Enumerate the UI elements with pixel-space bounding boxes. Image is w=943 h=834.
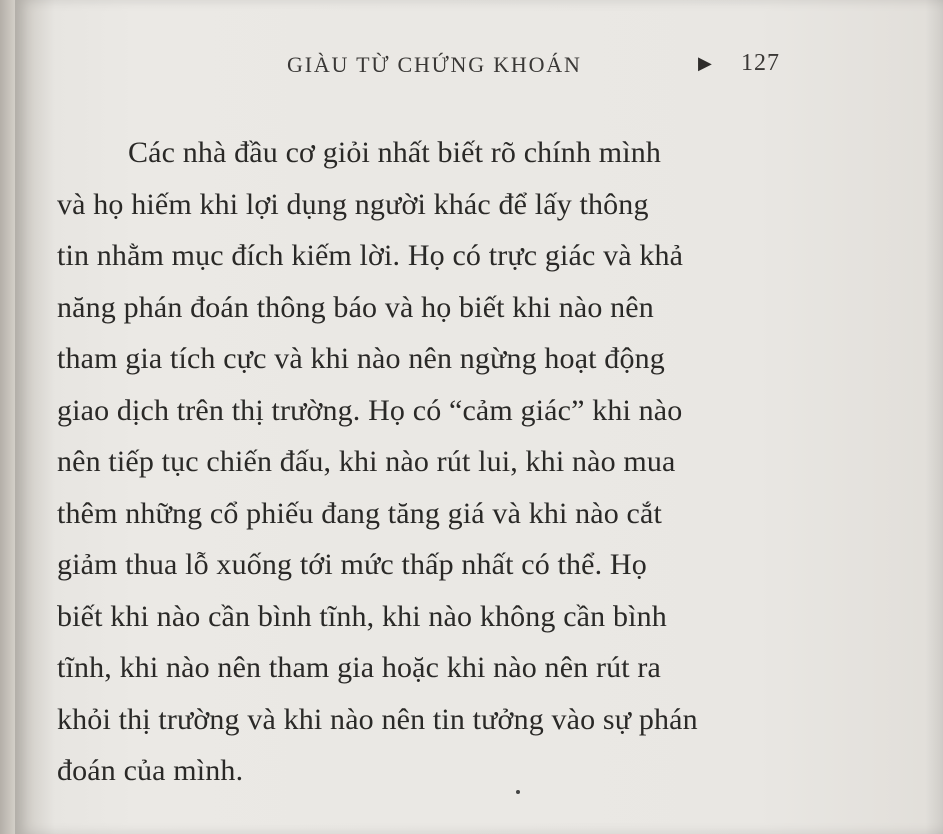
text-line: giảm thua lỗ xuống tới mức thấp nhất có thể. Họ — [57, 548, 647, 581]
page-number: 127 — [741, 50, 780, 76]
text-line: thêm những cổ phiếu đang tăng giá và khi nào cắt — [57, 496, 662, 530]
text-line: biết khi nào cần bình tĩnh, khi nào không cần bình — [57, 599, 667, 633]
text-line: khỏi thị trường và khi nào nên tin tưởng vào sự phán — [57, 702, 698, 736]
text-line: năng phán đoán thông báo và họ biết khi nào nên — [57, 290, 654, 324]
text-line: giao dịch trên thị trường. Họ có “cảm giác” khi nào — [57, 393, 683, 427]
page-header — [287, 48, 807, 80]
running-head: GIÀU TỪ CHỨNG KHOÁN — [287, 52, 582, 77]
text-line: tĩnh, khi nào nên tham gia hoặc khi nào nên rút ra — [57, 651, 661, 684]
facing-page-edge — [0, 0, 15, 834]
body-paragraph — [57, 127, 867, 797]
text-line: và họ hiếm khi lợi dụng người khác để lấy thông — [57, 187, 649, 221]
text-line: đoán của mình. — [57, 754, 244, 787]
text-line: nên tiếp tục chiến đấu, khi nào rút lui, khi nào mua — [57, 445, 676, 478]
text-line: Các nhà đầu cơ giỏi nhất biết rõ chính mình — [128, 136, 662, 169]
text-line: tham gia tích cực và khi nào nên ngừng hoạt động — [57, 342, 665, 375]
text-line: tin nhằm mục đích kiếm lời. Họ có trực giác và khả — [57, 239, 684, 272]
arrow-right-icon: ▶ — [698, 53, 712, 73]
page-right-edge-shadow — [925, 0, 943, 834]
ink-speck — [516, 790, 520, 794]
